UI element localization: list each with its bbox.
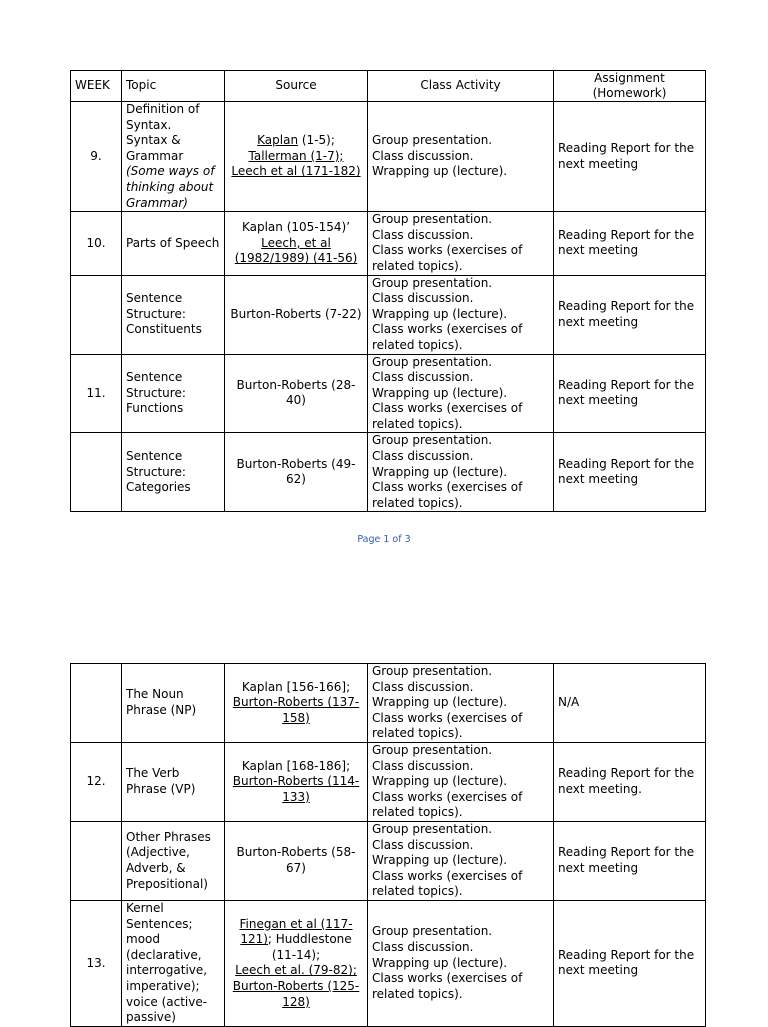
- week-cell: 9.: [71, 102, 122, 212]
- source-link[interactable]: Leech et al (171-182): [231, 164, 361, 179]
- header-activity: Class Activity: [368, 71, 554, 102]
- topic-cell: [122, 102, 225, 212]
- activity-line: related topics).: [372, 884, 463, 899]
- topic-cell: Parts of Speech: [122, 212, 225, 275]
- assignment-cell: Reading Report for the next meeting.: [554, 742, 706, 821]
- source-link[interactable]: Tallerman (1-7);: [248, 148, 344, 163]
- activity-line: Class discussion.: [372, 227, 474, 242]
- activity-cell: [368, 275, 554, 354]
- activity-line: Wrapping up (lecture).: [372, 774, 508, 789]
- source-cell: [225, 212, 368, 275]
- activity-line: Class works (exercises of: [372, 322, 523, 337]
- activity-line: related topics).: [372, 337, 463, 352]
- week-cell: [71, 433, 122, 512]
- source-text: Kaplan (105-154)’: [241, 219, 351, 234]
- table-row: [71, 102, 706, 212]
- activity-cell: [368, 212, 554, 275]
- header-assignment: Assignment (Homework): [554, 71, 706, 102]
- activity-line: Class works (exercises of: [372, 401, 523, 416]
- activity-line: Class discussion.: [372, 837, 474, 852]
- activity-line: related topics).: [372, 805, 463, 820]
- activity-line: Wrapping up (lecture).: [372, 385, 508, 400]
- activity-line: related topics).: [372, 258, 463, 273]
- activity-line: Class discussion.: [372, 940, 474, 955]
- source-cell: Burton-Roberts (28-40): [225, 354, 368, 433]
- activity-line: Class discussion.: [372, 679, 474, 694]
- activity-line: Class discussion.: [372, 370, 474, 385]
- table-row: [71, 433, 706, 512]
- table-row: [71, 900, 706, 1026]
- source-text: (1-5);: [298, 133, 335, 148]
- table-row: [71, 354, 706, 433]
- source-text: Kaplan [168-186];: [241, 758, 351, 773]
- activity-line: related topics).: [372, 495, 463, 510]
- week-cell: [71, 275, 122, 354]
- activity-line: Group presentation.: [372, 354, 493, 369]
- topic-cell: Other Phrases (Adjective, Adverb, & Prepositional): [122, 821, 225, 900]
- activity-line: Class works (exercises of: [372, 480, 523, 495]
- assignment-cell: Reading Report for the next meeting: [554, 354, 706, 433]
- topic-cell: Sentence Structure: Functions: [122, 354, 225, 433]
- activity-line: Class works (exercises of: [372, 243, 523, 258]
- activity-line: Wrapping up (lecture).: [372, 164, 508, 179]
- topic-cell: Kernel Sentences; mood (declarative, interrogative, imperative); voice (active-passive): [122, 900, 225, 1026]
- activity-cell: [368, 354, 554, 433]
- source-cell: Burton-Roberts (49-62): [225, 433, 368, 512]
- topic-cell: Sentence Structure: Constituents: [122, 275, 225, 354]
- activity-cell: [368, 664, 554, 743]
- assignment-cell: Reading Report for the next meeting: [554, 275, 706, 354]
- topic-cell: The Verb Phrase (VP): [122, 742, 225, 821]
- source-link[interactable]: Burton-Roberts (125-128): [232, 979, 360, 1009]
- activity-line: Group presentation.: [372, 133, 493, 148]
- activity-line: Group presentation.: [372, 212, 493, 227]
- source-link[interactable]: Burton-Roberts (137-158): [232, 695, 360, 725]
- topic-line: Grammar: [126, 148, 184, 163]
- activity-line: Group presentation.: [372, 664, 493, 678]
- activity-line: Wrapping up (lecture).: [372, 955, 508, 970]
- table-row: [71, 742, 706, 821]
- source-cell: [225, 900, 368, 1026]
- assignment-cell: Reading Report for the next meeting: [554, 433, 706, 512]
- topic-line: Definition of: [126, 102, 200, 116]
- activity-cell: [368, 742, 554, 821]
- source-text: Kaplan [156-166];: [241, 679, 351, 694]
- activity-line: Class discussion.: [372, 758, 474, 773]
- activity-line: Group presentation.: [372, 275, 493, 290]
- activity-line: Wrapping up (lecture).: [372, 695, 508, 710]
- week-cell: [71, 664, 122, 743]
- activity-cell: [368, 102, 554, 212]
- activity-line: Class discussion.: [372, 449, 474, 464]
- topic-cell: The Noun Phrase (NP): [122, 664, 225, 743]
- week-cell: 11.: [71, 354, 122, 433]
- activity-line: related topics).: [372, 416, 463, 431]
- week-cell: [71, 821, 122, 900]
- activity-line: Wrapping up (lecture).: [372, 853, 508, 868]
- activity-line: Class discussion.: [372, 148, 474, 163]
- activity-line: related topics).: [372, 726, 463, 741]
- schedule-table-2: [70, 663, 706, 1027]
- activity-line: Class works (exercises of: [372, 710, 523, 725]
- source-cell: [225, 742, 368, 821]
- topic-italic-line: Grammar): [126, 195, 188, 210]
- week-cell: 13.: [71, 900, 122, 1026]
- topic-italic-line: (Some ways of: [126, 164, 215, 179]
- activity-line: Class works (exercises of: [372, 868, 523, 883]
- activity-line: Class works (exercises of: [372, 789, 523, 804]
- assignment-cell: Reading Report for the next meeting: [554, 102, 706, 212]
- source-text: ; Huddlestone (11-14);: [267, 932, 352, 962]
- table-row: [71, 212, 706, 275]
- header-row: [71, 71, 706, 102]
- activity-line: Group presentation.: [372, 924, 493, 939]
- topic-italic-line: thinking about: [126, 179, 214, 194]
- activity-line: Group presentation.: [372, 821, 493, 836]
- topic-line: Syntax &: [126, 133, 181, 148]
- table-row: [71, 275, 706, 354]
- week-cell: 10.: [71, 212, 122, 275]
- topic-line: Syntax.: [126, 117, 172, 132]
- activity-line: Group presentation.: [372, 433, 493, 448]
- source-link[interactable]: Leech, et al: [261, 235, 331, 250]
- assignment-cell: Reading Report for the next meeting: [554, 900, 706, 1026]
- source-link[interactable]: Burton-Roberts (114-133): [232, 774, 360, 804]
- activity-line: Group presentation.: [372, 742, 493, 757]
- week-cell: 12.: [71, 742, 122, 821]
- activity-cell: [368, 900, 554, 1026]
- source-cell: Burton-Roberts (58-67): [225, 821, 368, 900]
- source-cell: [225, 102, 368, 212]
- assignment-cell: Reading Report for the next meeting: [554, 821, 706, 900]
- activity-line: related topics).: [372, 986, 463, 1001]
- activity-line: Class works (exercises of: [372, 971, 523, 986]
- source-link[interactable]: (1982/1989) (41-56): [234, 251, 358, 266]
- source-cell: [225, 664, 368, 743]
- topic-cell: Sentence Structure: Categories: [122, 433, 225, 512]
- activity-cell: [368, 821, 554, 900]
- source-cell: Burton-Roberts (7-22): [225, 275, 368, 354]
- activity-cell: [368, 433, 554, 512]
- activity-line: Wrapping up (lecture).: [372, 464, 508, 479]
- source-link[interactable]: Leech et al. (79-82);: [235, 963, 357, 978]
- header-source: Source: [225, 71, 368, 102]
- assignment-cell: Reading Report for the next meeting: [554, 212, 706, 275]
- table-row: [71, 821, 706, 900]
- source-link[interactable]: Finegan et al (117-121): [239, 916, 353, 947]
- activity-line: Class discussion.: [372, 291, 474, 306]
- header-week: WEEK: [71, 71, 122, 102]
- table-row: [71, 664, 706, 743]
- assignment-cell: N/A: [554, 664, 706, 743]
- header-topic: Topic: [122, 71, 225, 102]
- source-link[interactable]: Kaplan: [257, 133, 299, 148]
- schedule-table-1: [70, 70, 706, 512]
- page-number: Page 1 of 3: [357, 534, 411, 545]
- activity-line: Wrapping up (lecture).: [372, 306, 508, 321]
